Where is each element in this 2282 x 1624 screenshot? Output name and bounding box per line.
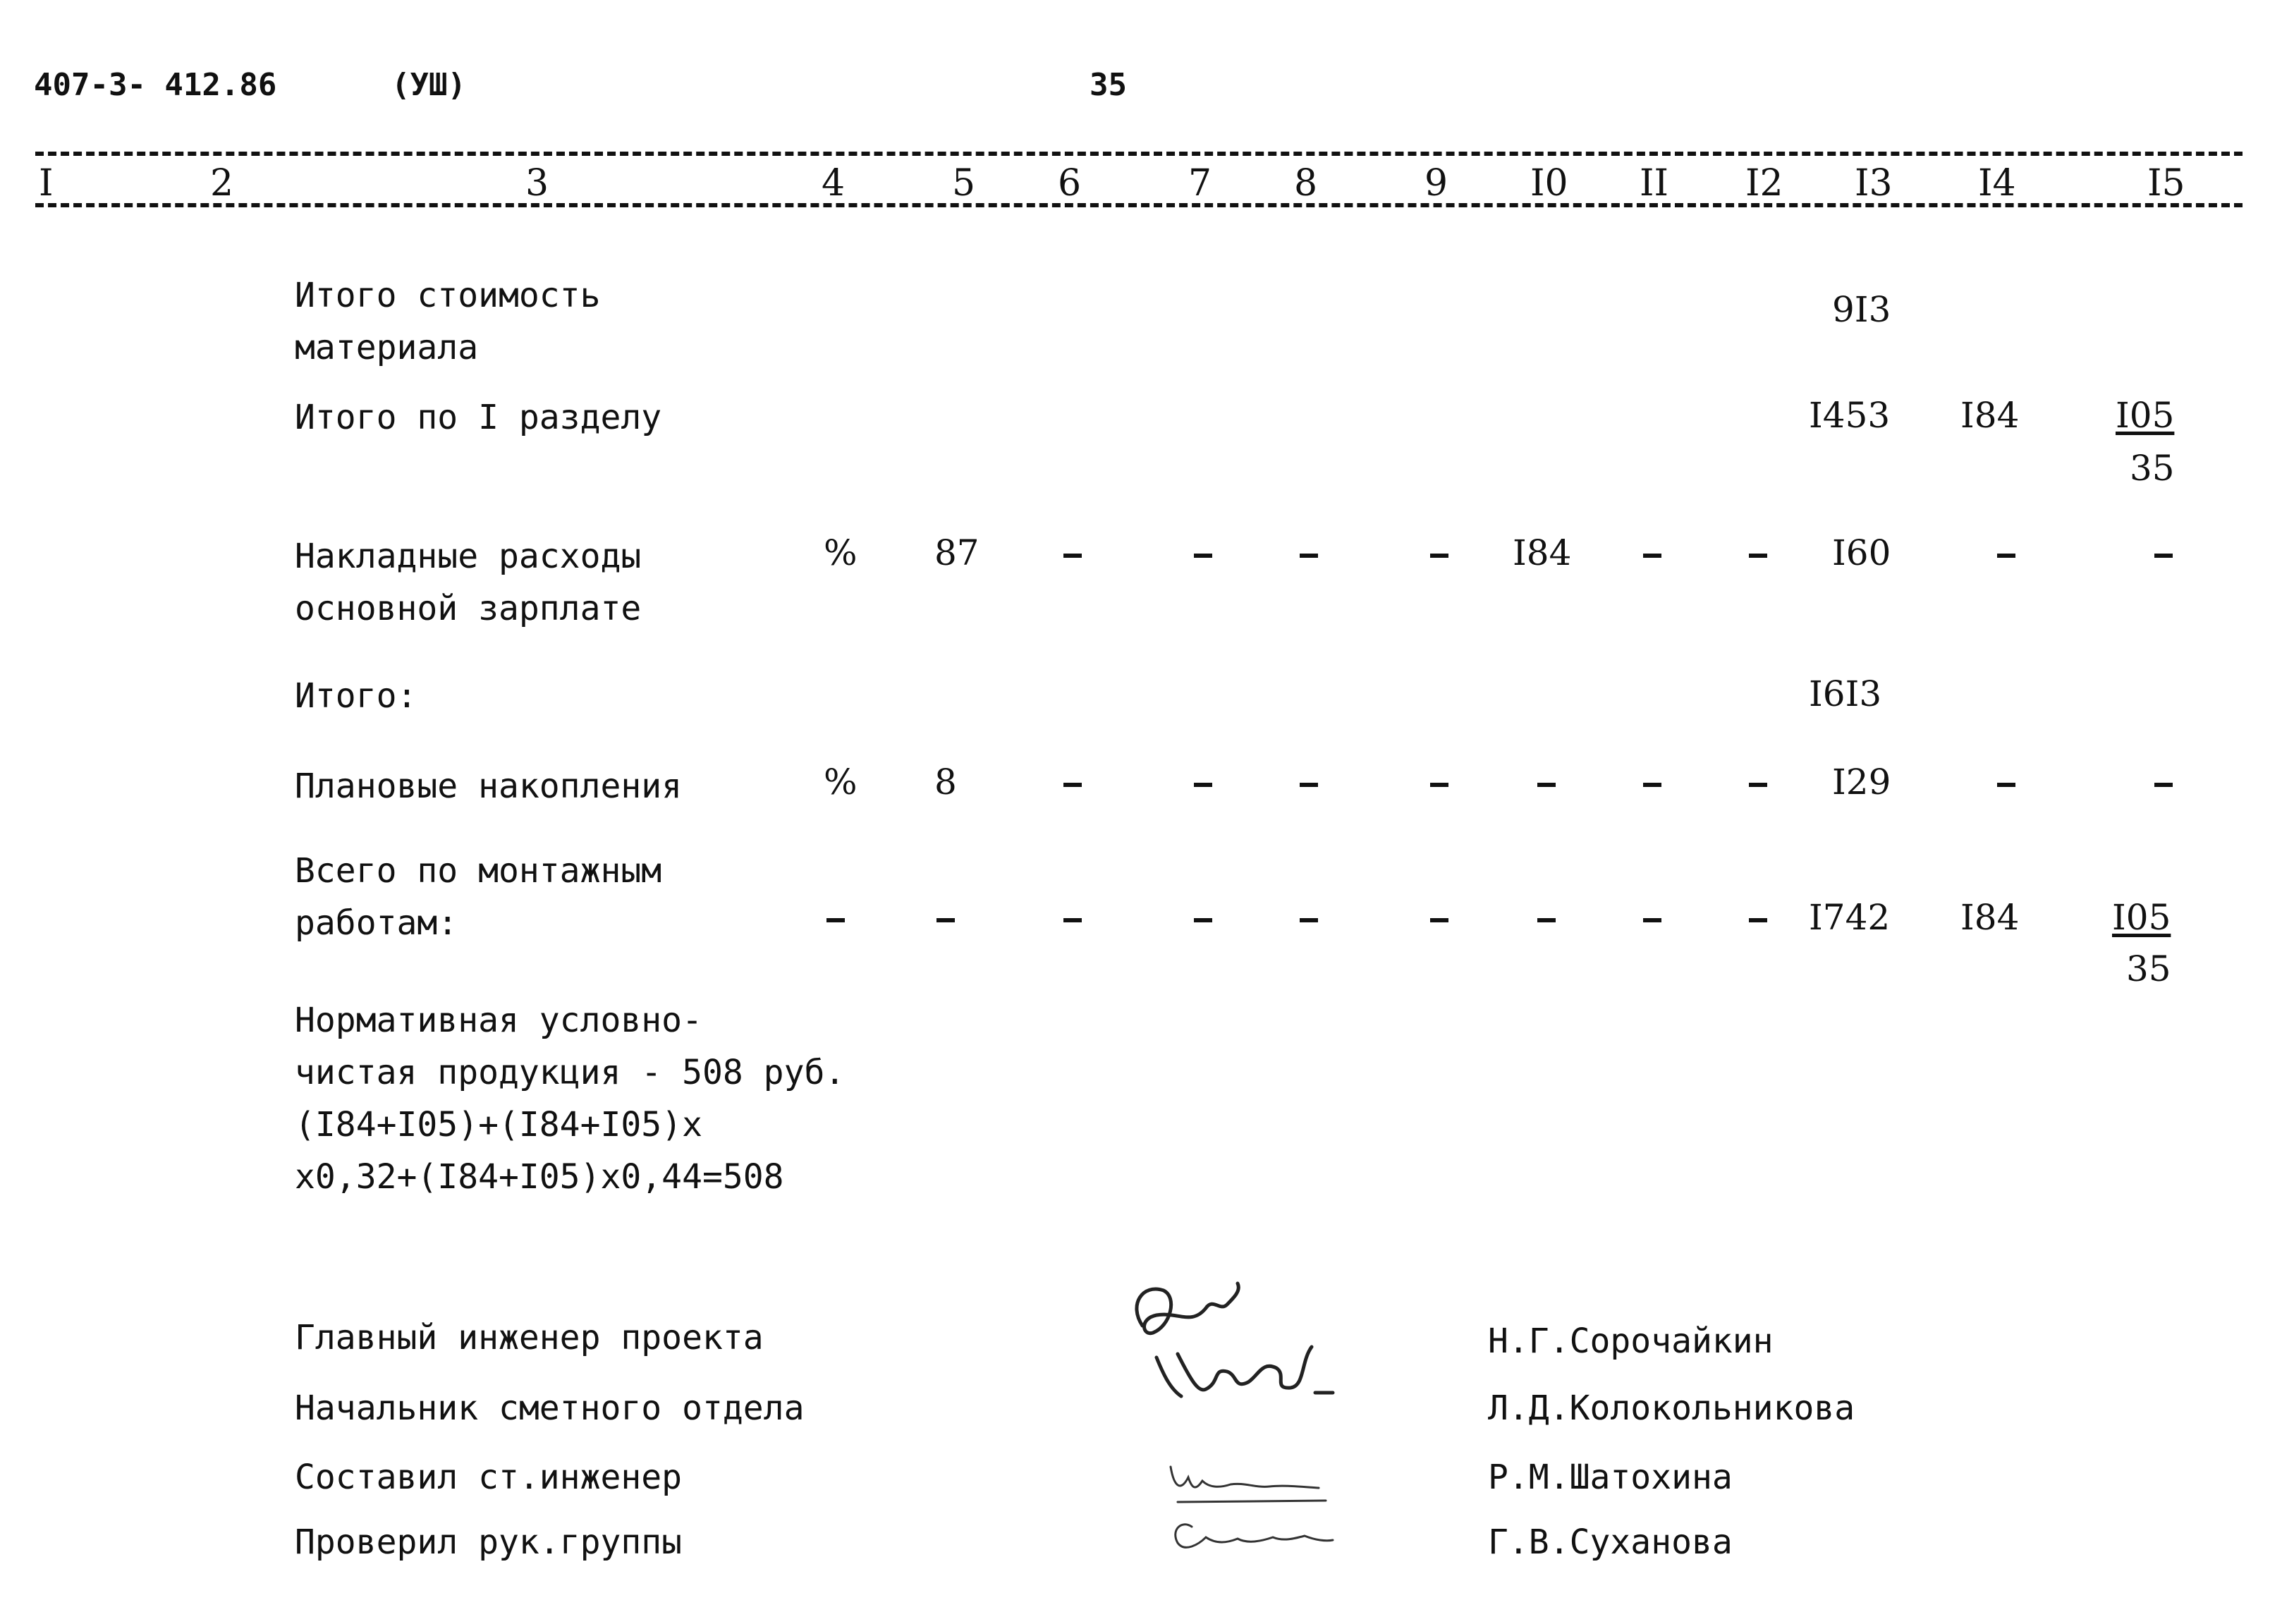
cell-col15-numerator: I05 bbox=[2116, 395, 2175, 436]
column-number: 5 bbox=[952, 162, 976, 204]
column-number: 2 bbox=[210, 162, 234, 204]
signature-role: Начальник сметного отдела bbox=[295, 1388, 805, 1428]
row-label: Накладные расходы основной зарплате bbox=[295, 537, 642, 628]
column-number: 3 bbox=[525, 162, 549, 204]
empty-cell-dash bbox=[1194, 783, 1212, 787]
empty-cell-dash bbox=[1430, 783, 1448, 787]
signature-role: Главный инженер проекта bbox=[295, 1318, 764, 1357]
column-number: 7 bbox=[1188, 162, 1212, 204]
cell-col4: % bbox=[824, 762, 858, 802]
empty-cell-dash bbox=[1643, 783, 1661, 787]
empty-cell-dash bbox=[1749, 918, 1767, 922]
header-bottom-rule bbox=[35, 203, 2243, 207]
column-number: I5 bbox=[2147, 162, 2185, 204]
normative-note: Нормативная условно- чистая продукция - 508 руб. (I84+I05)+(I84+I05)x x0,32+(I84+I05)x0,44=508 bbox=[295, 1001, 846, 1197]
empty-cell-dash bbox=[1749, 783, 1767, 787]
cell-col13: I60 bbox=[1832, 532, 1891, 573]
column-number: 6 bbox=[1058, 162, 1082, 204]
cell-col10: I84 bbox=[1513, 532, 1572, 573]
column-number: I4 bbox=[1978, 162, 2016, 204]
cell-col13: I6I3 bbox=[1809, 673, 1882, 714]
empty-cell-dash bbox=[1194, 554, 1212, 558]
cell-col15-denominator: 35 bbox=[2130, 448, 2175, 489]
empty-cell-dash bbox=[1430, 918, 1448, 922]
empty-cell-dash bbox=[1643, 554, 1661, 558]
document-code: 407-3- 412.86 bbox=[34, 67, 277, 103]
cell-col4: % bbox=[824, 532, 858, 573]
empty-cell-dash bbox=[2154, 783, 2173, 787]
row-label: Итого стоимость материала bbox=[295, 276, 601, 367]
row-label: Итого по I разделу bbox=[295, 398, 662, 437]
cell-col15-numerator: I05 bbox=[2112, 897, 2171, 938]
row-label: Всего по монтажным работам: bbox=[295, 851, 662, 943]
empty-cell-dash bbox=[1537, 918, 1556, 922]
signature-role: Проверил рук.группы bbox=[295, 1522, 683, 1562]
header-top-rule bbox=[35, 152, 2243, 156]
empty-cell-dash bbox=[1194, 918, 1212, 922]
column-number: I bbox=[39, 162, 54, 204]
column-number: 9 bbox=[1424, 162, 1448, 204]
signer-name: Р.М.Шатохина bbox=[1488, 1458, 1733, 1497]
empty-cell-dash bbox=[1997, 783, 2015, 787]
empty-cell-dash bbox=[1063, 918, 1082, 922]
signature-role: Составил ст.инженер bbox=[295, 1458, 683, 1497]
signer-name: Л.Д.Колокольникова bbox=[1488, 1388, 1855, 1428]
empty-cell-dash bbox=[1300, 554, 1318, 558]
empty-cell-dash bbox=[1300, 783, 1318, 787]
cell-col13: I742 bbox=[1809, 897, 1891, 938]
column-number: I2 bbox=[1745, 162, 1783, 204]
page-number: 35 bbox=[1090, 67, 1127, 103]
row-label: Плановые накопления bbox=[295, 767, 683, 806]
signer-name: Н.Г.Сорочайкин bbox=[1488, 1321, 1774, 1361]
empty-cell-dash bbox=[1997, 554, 2015, 558]
row-label: Итого: bbox=[295, 676, 417, 716]
signer-name: Г.В.Суханова bbox=[1488, 1522, 1733, 1562]
cell-col13: I29 bbox=[1832, 762, 1891, 802]
empty-cell-dash bbox=[1063, 554, 1082, 558]
column-number: II bbox=[1640, 162, 1669, 204]
empty-cell-dash bbox=[1643, 918, 1661, 922]
empty-cell-dash bbox=[936, 918, 955, 922]
cell-col14: I84 bbox=[1960, 897, 2020, 938]
cell-col14: I84 bbox=[1960, 395, 2020, 436]
cell-col13: 9I3 bbox=[1832, 289, 1891, 330]
cell-col13: I453 bbox=[1809, 395, 1891, 436]
empty-cell-dash bbox=[826, 918, 845, 922]
handwritten-signatures bbox=[1114, 1276, 1432, 1573]
empty-cell-dash bbox=[1063, 783, 1082, 787]
column-number: I0 bbox=[1530, 162, 1568, 204]
cell-col5: 8 bbox=[934, 762, 957, 802]
empty-cell-dash bbox=[1300, 918, 1318, 922]
column-number: 8 bbox=[1294, 162, 1318, 204]
cell-col5: 87 bbox=[934, 532, 980, 573]
cell-col15-denominator: 35 bbox=[2126, 948, 2171, 989]
empty-cell-dash bbox=[1749, 554, 1767, 558]
empty-cell-dash bbox=[1430, 554, 1448, 558]
section-mark: (УШ) bbox=[391, 67, 466, 103]
column-number: 4 bbox=[822, 162, 846, 204]
empty-cell-dash bbox=[1537, 783, 1556, 787]
column-number: I3 bbox=[1855, 162, 1893, 204]
empty-cell-dash bbox=[2154, 554, 2173, 558]
